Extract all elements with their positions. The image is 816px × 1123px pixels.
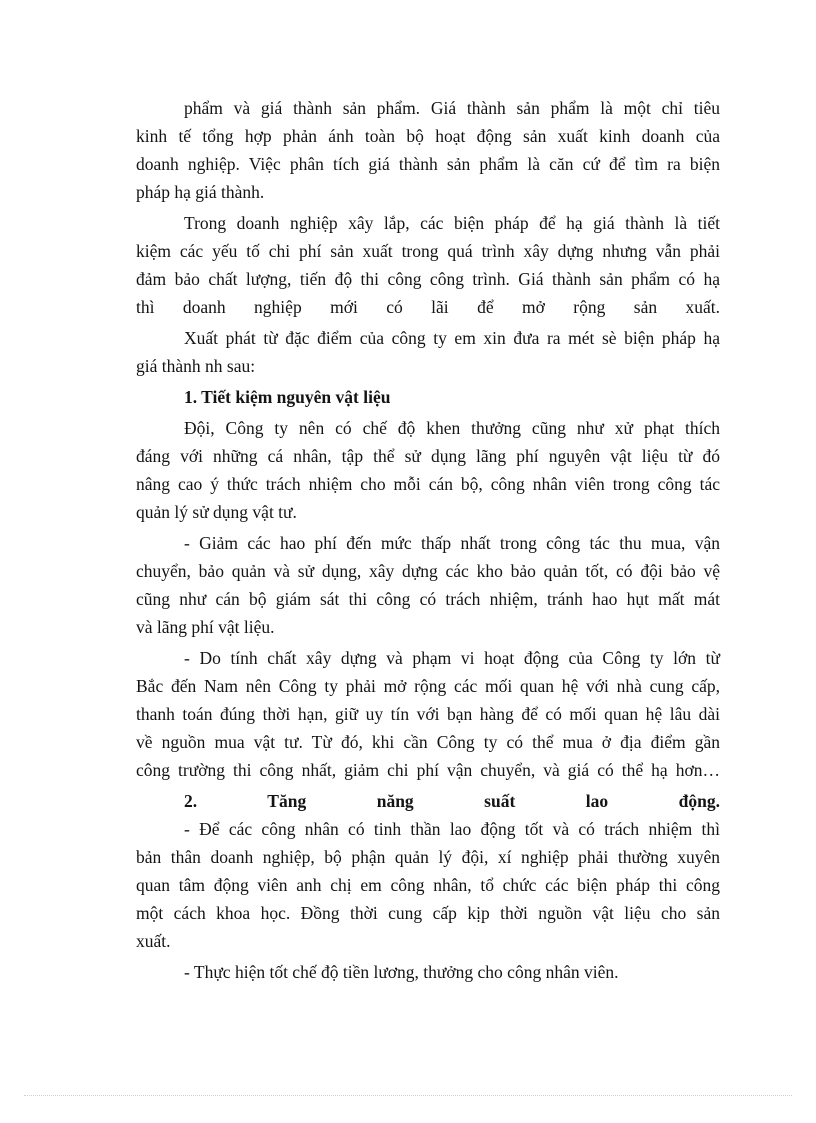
text-line: Xuất phát từ đặc điểm của công ty em xin đưa ra mét sè biện pháp hạ — [184, 328, 720, 348]
text-line: đảm bảo chất lượng, tiến độ thi công công trình. Giá thành sản phẩm có hạ — [136, 269, 720, 289]
text-line: giá thành nh sau: — [136, 356, 256, 376]
text-line: đáng với những cá nhân, tập thể sử dụng lãng phí nguyên vật liệu từ đó — [136, 446, 720, 466]
text-line: - Giảm các hao phí đến mức thấp nhất trong công tác thu mua, vận — [184, 533, 720, 553]
text-line: - Do tính chất xây dựng và phạm vi hoạt động của Công ty lớn từ — [184, 648, 720, 668]
text-line: Bắc đến Nam nên Công ty phải mở rộng các mối quan hệ với nhà cung cấp, — [136, 676, 720, 696]
text-line: - Thực hiện tốt chế độ tiền lương, thưởng cho công nhân viên. — [184, 962, 619, 982]
text-line: quan tâm động viên anh chị em công nhân, tổ chức các biện pháp thi công — [136, 875, 720, 895]
text-line: bản thân doanh nghiệp, bộ phận quản lý đội, xí nghiệp phải thường xuyên — [136, 847, 720, 867]
text-line: và lãng phí vật liệu. — [136, 617, 275, 637]
text-line: Trong doanh nghiệp xây lắp, các biện pháp để hạ giá thành là tiết — [184, 213, 720, 233]
text-line: Đội, Công ty nên có chế độ khen thưởng cũng như xử phạt thích — [184, 418, 720, 438]
text-line: một cách khoa học. Đồng thời cung cấp kịp thời nguồn vật liệu cho sản — [136, 903, 720, 923]
text-line: thì doanh nghiệp mới có lãi để mở rộng sản xuất. — [136, 297, 720, 317]
text-line: doanh nghiệp. Việc phân tích giá thành sản phẩm là căn cứ để tìm ra biện — [136, 154, 720, 174]
text-line: xuất. — [136, 931, 171, 951]
document-page — [136, 94, 720, 986]
text-line: - Để các công nhân có tinh thần lao động tốt và có trách nhiệm thì — [184, 819, 720, 839]
text-line: chuyển, bảo quản và sử dụng, xây dựng các kho bảo quản tốt, có đội bảo vệ — [136, 561, 720, 581]
text-line: kiệm các yếu tố chi phí sản xuất trong quá trình xây dựng nhưng vẫn phải — [136, 241, 720, 261]
text-line: nâng cao ý thức trách nhiệm cho mỗi cán bộ, công nhân viên trong công tác — [136, 474, 720, 494]
text-line: phẩm và giá thành sản phẩm. Giá thành sản phẩm là một chỉ tiêu — [184, 98, 720, 118]
section-heading: 2. Tăng năng suất lao động. — [184, 791, 720, 811]
text-line: về nguồn mua vật tư. Từ đó, khi cần Công ty có thể mua ở địa điểm gần — [136, 732, 720, 752]
page-bottom-divider — [24, 1095, 792, 1096]
text-line: công trường thi công nhất, giảm chi phí vận chuyển, và giá có thể hạ hơn… — [136, 760, 720, 780]
text-line: thanh toán đúng thời hạn, giữ uy tín với bạn hàng để có mối quan hệ lâu dài — [136, 704, 720, 724]
text-line: pháp hạ giá thành. — [136, 182, 265, 202]
text-line: kinh tế tổng hợp phản ánh toàn bộ hoạt động sản xuất kinh doanh của — [136, 126, 720, 146]
text-line: quản lý sử dụng vật tư. — [136, 502, 297, 522]
section-heading: 1. Tiết kiệm nguyên vật liệu — [184, 387, 391, 407]
text-line: cũng như cán bộ giám sát thi công có trách nhiệm, tránh hao hụt mất mát — [136, 589, 720, 609]
